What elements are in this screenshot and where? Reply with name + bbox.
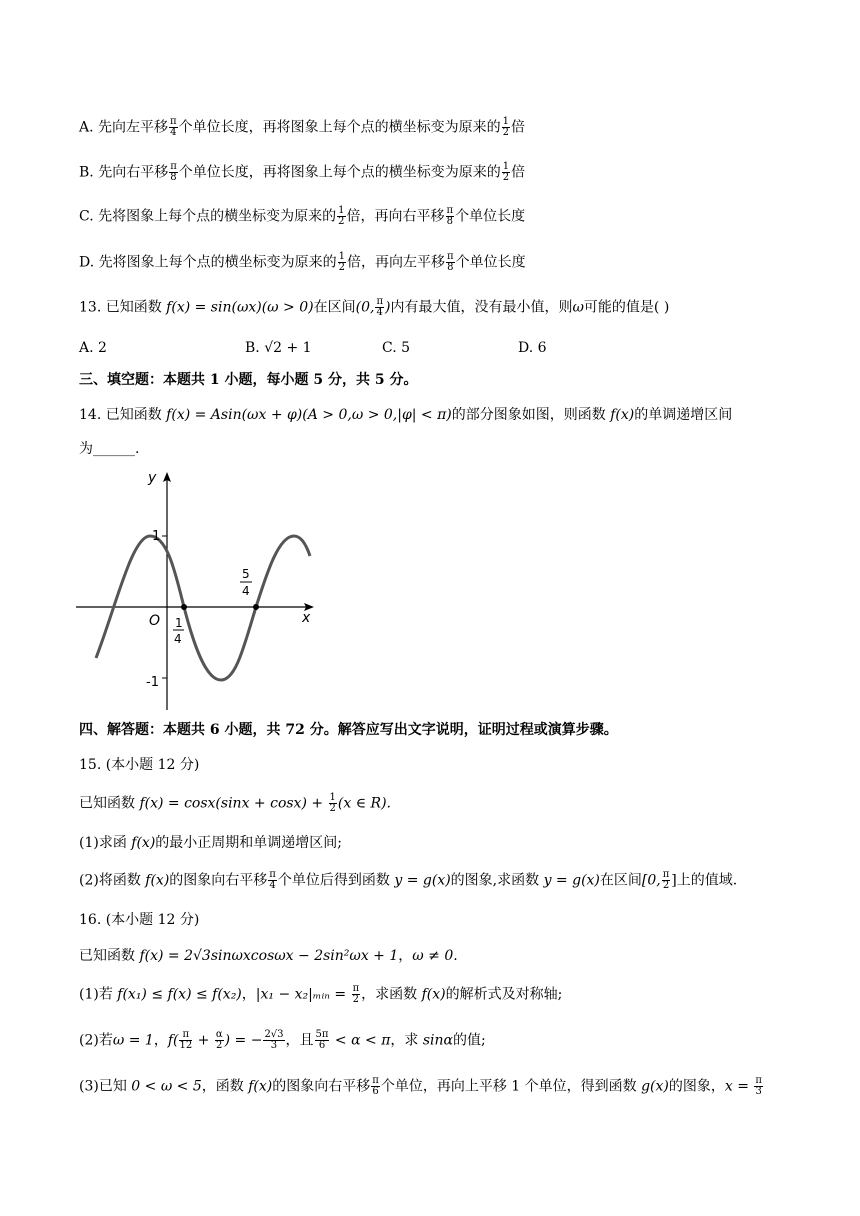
option-c bbox=[79, 206, 525, 227]
fraction: $\frac{\pi}{3}$ bbox=[755, 1075, 762, 1097]
question-16-given bbox=[79, 946, 458, 966]
option-text: 先向左平移 bbox=[98, 119, 169, 136]
math-expression: f(x₁) ≤ f(x) ≤ f(x₂) bbox=[117, 986, 242, 1003]
fraction: $\frac{\pi}{8}$ bbox=[447, 251, 454, 273]
math-expression: f(x) bbox=[131, 835, 156, 851]
choice-a: A. 2 bbox=[79, 340, 107, 356]
y-axis-label: y bbox=[148, 470, 157, 486]
section-heading: 四、解答题：本题共 6 小题，共 72 分。解答应写出文字说明，证明过程或演算步骤。 bbox=[79, 722, 618, 738]
sine-curve bbox=[96, 536, 310, 680]
question-text: (1)求函 bbox=[79, 835, 132, 851]
choice-b: B. √2 + 1 bbox=[245, 340, 312, 356]
zero-point bbox=[253, 604, 259, 610]
question-text: 的部分图象如图，则函数 bbox=[451, 407, 611, 423]
question-text: 已知函数 bbox=[79, 948, 140, 964]
question-14-blank: 为______. bbox=[79, 441, 140, 457]
origin-label: O bbox=[149, 613, 161, 629]
math-expression: f(x) bbox=[421, 986, 446, 1003]
fraction: $\frac{\pi}{2}$ bbox=[662, 869, 670, 891]
question-text: 在区间 bbox=[599, 872, 642, 889]
option-text: 个单位长度 bbox=[455, 208, 526, 225]
math-expression: [0, bbox=[641, 872, 661, 889]
fraction: $\frac{1}{2}$ bbox=[338, 251, 346, 273]
option-label: A. bbox=[79, 119, 94, 136]
math-expression: f(x) bbox=[610, 407, 635, 423]
fraction: $\frac{1}{2}$ bbox=[502, 161, 510, 183]
math-expression: f(x) bbox=[145, 872, 170, 889]
math-expression: f(x) = sin(ωx)(ω > 0) bbox=[166, 299, 314, 316]
fraction: $\frac{\pi}{2}$ bbox=[352, 983, 360, 1005]
option-text: 个单位长度，再将图象上每个点的横坐标变为原来的 bbox=[178, 119, 501, 136]
question-text: 的单调递增区间 bbox=[634, 407, 733, 423]
fraction: $\frac{2√3}{3}$ bbox=[264, 1029, 284, 1051]
math-expression: |x₁ − x₂|ₘᵢₙ = bbox=[255, 986, 351, 1003]
question-text: (1)若 bbox=[79, 986, 118, 1003]
question-text: ，且 bbox=[285, 1032, 314, 1049]
math-expression: y = g(x) bbox=[543, 872, 600, 889]
question-text: ，求函数 bbox=[361, 986, 422, 1003]
option-label: B. bbox=[79, 164, 94, 181]
choice-d: D. 6 bbox=[518, 340, 547, 356]
sine-graph bbox=[76, 466, 326, 710]
math-expression: f(x) bbox=[248, 1078, 273, 1095]
question-15-part-1 bbox=[79, 833, 342, 853]
five-quarter-num: 5 bbox=[242, 567, 250, 581]
math-expression: sinα bbox=[422, 1032, 453, 1049]
math-expression: x = bbox=[724, 1078, 754, 1095]
question-text: 14. 已知函数 bbox=[79, 407, 167, 423]
option-text: 先将图象上每个点的横坐标变为原来的 bbox=[98, 208, 337, 225]
x-axis-label: x bbox=[302, 610, 311, 626]
question-15-part-2 bbox=[79, 870, 737, 891]
question-text: 的值; bbox=[453, 1032, 486, 1049]
math-expression: ) = − bbox=[224, 1032, 263, 1049]
question-text: 的最小正周期和单调递增区间; bbox=[155, 835, 343, 851]
fraction: $\frac{1}{2}$ bbox=[338, 205, 345, 227]
math-expression: g(x) bbox=[641, 1078, 669, 1095]
quarter-num: 1 bbox=[175, 616, 183, 630]
question-text: 的图象向右平移 bbox=[272, 1078, 371, 1095]
math-expression: (x ∈ R). bbox=[337, 795, 391, 812]
math-expression: ω bbox=[572, 299, 584, 316]
option-b bbox=[79, 162, 525, 183]
fraction: $\frac{\pi}{12}$ bbox=[179, 1029, 193, 1051]
question-text: 内有最大值，没有最小值，则 bbox=[390, 299, 573, 316]
option-text: 倍，再向右平移 bbox=[346, 208, 445, 225]
option-text: 个单位长度 bbox=[455, 254, 526, 271]
option-text: 倍，再向左平移 bbox=[347, 254, 446, 271]
question-text: . bbox=[453, 948, 458, 964]
question-16-part-2 bbox=[79, 1030, 486, 1051]
math-expression: + bbox=[193, 1032, 214, 1049]
math-expression: 0 < ω < 5 bbox=[131, 1078, 202, 1095]
quarter-den: 4 bbox=[174, 632, 182, 646]
question-text: 的图象,求函数 bbox=[450, 872, 544, 889]
math-expression: f(x) = 2√3sinωxcosωx − 2sin²ωx + 1 bbox=[139, 948, 399, 964]
fraction: $\frac{1}{2}$ bbox=[329, 792, 336, 814]
fraction: $\frac{1}{2}$ bbox=[502, 116, 509, 138]
section-heading: 三、填空题：本题共 1 小题，每小题 5 分，共 5 分。 bbox=[79, 372, 418, 388]
question-text: 的图象向右平移 bbox=[169, 872, 268, 889]
option-text: 个单位长度，再将图象上每个点的横坐标变为原来的 bbox=[178, 164, 501, 181]
math-expression: f( bbox=[167, 1032, 179, 1049]
math-expression: < α < π bbox=[330, 1032, 391, 1049]
question-16-part-1 bbox=[79, 984, 562, 1005]
question-text: 的解析式及对称轴; bbox=[445, 986, 563, 1003]
fraction: $\frac{\pi}{4}$ bbox=[269, 869, 276, 891]
question-text: ，函数 bbox=[201, 1078, 249, 1095]
option-text: 先向右平移 bbox=[98, 164, 169, 181]
math-expression: y = g(x) bbox=[394, 872, 451, 889]
question-text: (2)若 bbox=[79, 1032, 113, 1049]
question-15-given bbox=[79, 793, 391, 814]
math-expression: ω ≠ 0 bbox=[412, 948, 454, 964]
option-d bbox=[79, 252, 526, 273]
question-text: ， bbox=[153, 1032, 168, 1049]
question-16-part-3 bbox=[79, 1076, 764, 1097]
fraction: $\frac{\pi}{8}$ bbox=[446, 205, 454, 227]
question-text: (2)将函数 bbox=[79, 872, 146, 889]
question-text: 个单位，再向上平移 1 个单位，得到函数 bbox=[380, 1078, 642, 1095]
question-text: 已知函数 bbox=[79, 795, 140, 812]
option-label: D. bbox=[79, 254, 95, 271]
question-text: 的图象， bbox=[668, 1078, 725, 1095]
option-a bbox=[79, 117, 525, 138]
question-text: 13. 已知函数 bbox=[79, 299, 167, 316]
fraction: $\frac{5\pi}{6}$ bbox=[315, 1029, 329, 1051]
question-15-header: 15. (本小题 12 分) bbox=[79, 757, 200, 773]
option-text: 先将图象上每个点的横坐标变为原来的 bbox=[98, 254, 337, 271]
question-text: ]上的值域. bbox=[671, 872, 738, 889]
math-expression: ) bbox=[385, 299, 391, 316]
question-text: (3)已知 bbox=[79, 1078, 132, 1095]
tick-label-neg1: -1 bbox=[146, 675, 159, 690]
option-label: C. bbox=[79, 208, 94, 225]
option-text: 倍 bbox=[510, 119, 525, 136]
option-text: 倍 bbox=[511, 164, 526, 181]
tick-label-1: 1 bbox=[152, 529, 161, 544]
question-text: 个单位后得到函数 bbox=[277, 872, 395, 889]
question-text: 可能的值是( ) bbox=[583, 299, 670, 316]
fraction: $\frac{\pi}{4}$ bbox=[170, 116, 177, 138]
fraction: $\frac{\alpha}{2}$ bbox=[215, 1029, 223, 1051]
math-expression: (0, bbox=[355, 299, 375, 316]
question-text: 在区间 bbox=[313, 299, 356, 316]
fraction: $\frac{\pi}{6}$ bbox=[372, 1075, 379, 1097]
choice-c: C. 5 bbox=[382, 340, 411, 356]
math-expression: f(x) = cosx(sinx + cosx) + bbox=[139, 795, 328, 812]
question-text: ， bbox=[398, 948, 413, 964]
question-text: ，求 bbox=[390, 1032, 423, 1049]
question-14 bbox=[79, 405, 732, 425]
question-16-header: 16. (本小题 12 分) bbox=[79, 912, 200, 928]
fraction: $\frac{\pi}{4}$ bbox=[376, 296, 384, 318]
fraction: $\frac{\pi}{8}$ bbox=[170, 161, 177, 183]
math-expression: ω = 1 bbox=[112, 1032, 154, 1049]
zero-point bbox=[181, 604, 187, 610]
question-13 bbox=[79, 297, 669, 318]
question-text: ， bbox=[241, 986, 256, 1003]
five-quarter-den: 4 bbox=[242, 584, 250, 598]
math-expression: f(x) = Asin(ωx + φ)(A > 0,ω > 0,|φ| < π) bbox=[166, 407, 452, 423]
